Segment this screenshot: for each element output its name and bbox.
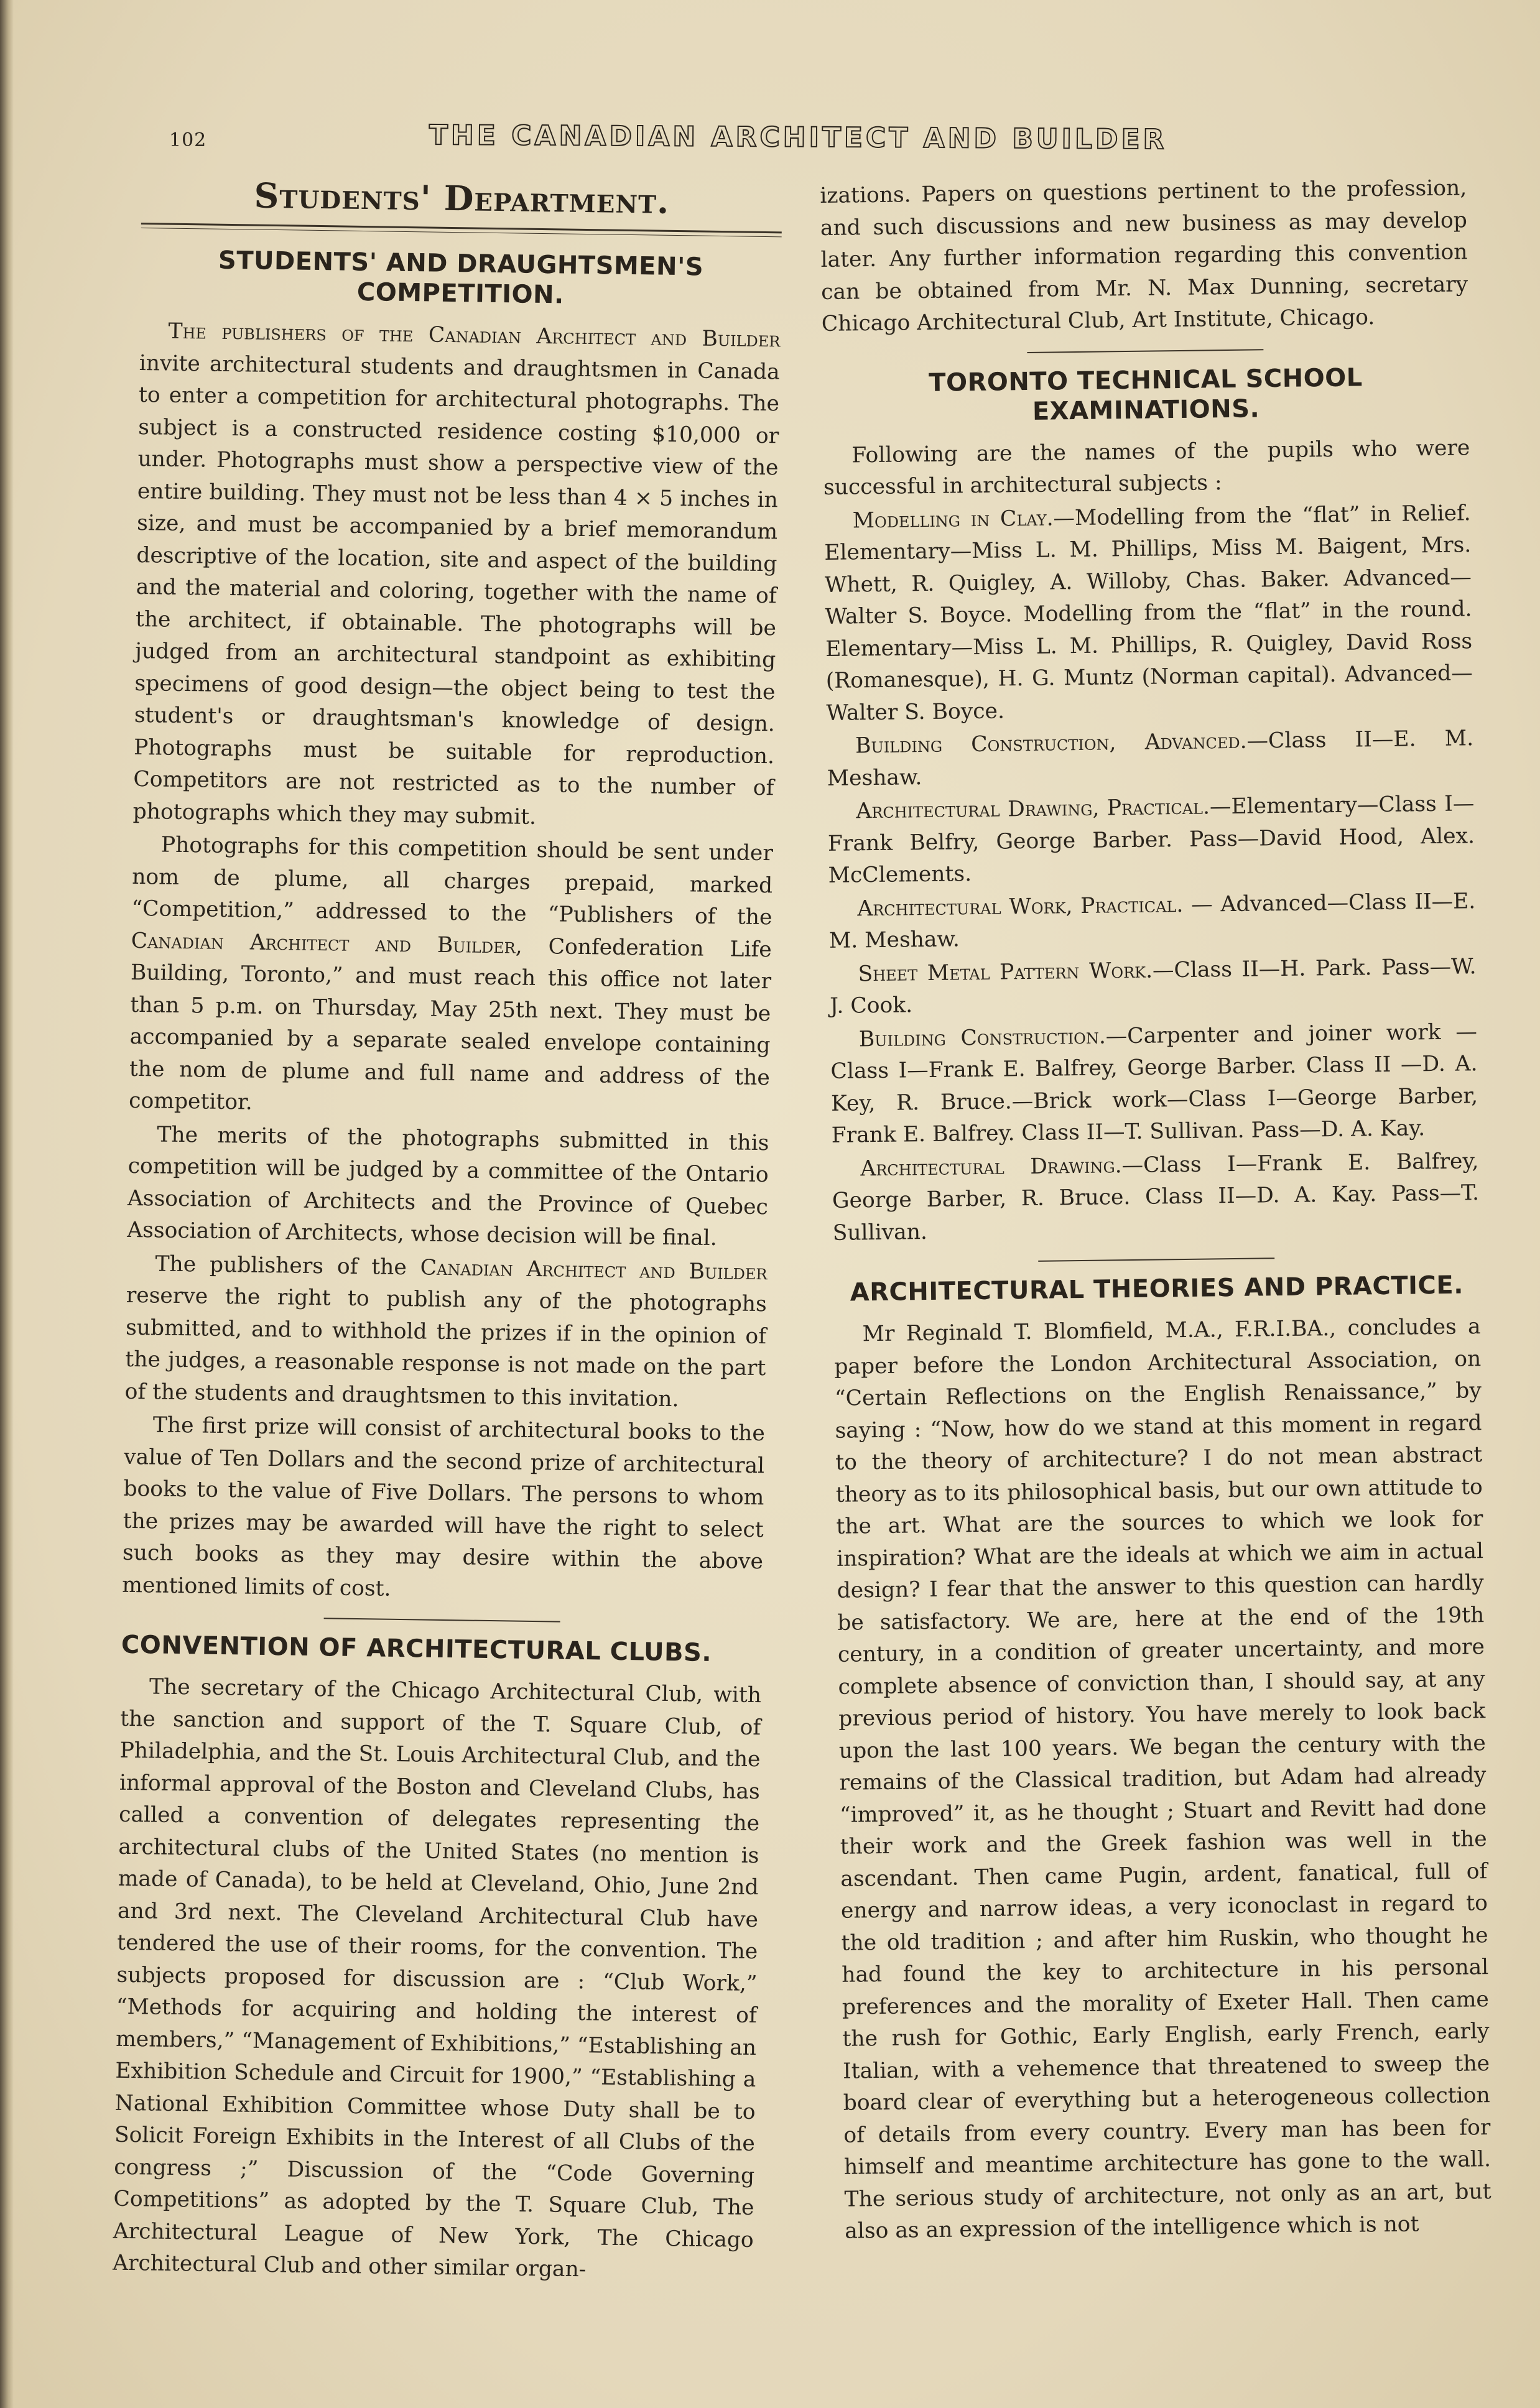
convention-headline: CONVENTION OF ARCHITECTURAL CLUBS. (121, 1630, 712, 1668)
section-divider (324, 1618, 560, 1622)
theories-paragraph: Mr Reginald T. Blomfield, M.A., F.R.I.BA., concludes a paper before the London Architectural Association, on “Certain Reflections on the English Renaissance,” by saying : “Now, how do we stand at this moment in regard to the theory of architecture? I do not mean abstract theory as to its philosophical basis, but our own attitude to the art. What are the sources to which we look for inspiration? What are the ideals at which we aim in actual design? I fear that the answer to this question can hardly be satisfactory. We are, here at the end of the 19th century, in a condition of greater uncertainty, and more complete absence of conviction than, I should say, at any previous period of history. You have merely to look back upon the last 100 years. We began the century with the remains of the Classical tradition, but Adam had already “improved” it, as he thought ; Stuart and Revitt had done their work and the Greek fashion was well in the ascendant. Then came Pugin, ardent, fanatical, full of energy and narrow ideas, a very iconoclast in regard to the old tradition ; and after him Ruskin, who thought he had found the key to architecture in his personal preferences and the morality of Exeter Hall. Then came the rush for Gothic, Early English, early French, early Italian, with a vehemence that threatened to sweep the board clear of everything but a heterogeneous collection of details from every country. Every man has been for himself and meantime architecture has gone to the wall. The serious study of architecture, not only as an art, but also as an expression of the intelligence which is not (834, 1314, 1491, 2244)
page-edge-shadow (0, 0, 14, 2408)
exam-entry: Architectural Work, Practical. — Advanced—Class II—E. M. Meshaw. (828, 888, 1476, 953)
department-title: Students' Department. (254, 175, 670, 221)
left-column (113, 174, 782, 2290)
page-number: 102 (169, 129, 207, 151)
convention-paragraph: The secretary of the Chicago Architectural Club, with the sanction and support of the T. Square Club, of Philadelphia, and the St. Louis Architectural Club, and the informal approval of the Boston and Cleveland Clubs, has called a convention of delegates representing the architectural clubs of the United States (no mention is made of Canada), to be held at Cleveland, Ohio, June 2nd and 3rd next. The Cleveland Architectural Club have tendered the use of their rooms, for the convention. The subjects proposed for discussion are : “Club Work,” “Methods for acquiring and holding the interest of members,” “Management of Exhibitions,” “Establishing an Exhibition Schedule and Circuit for 1900,” “Establishing a National Exhibition Committee whose Duty shall be to Solicit Foreign Exhibits in the Interest of all Clubs of the congress ;” Discussion of the “Code Governing Competitions” as adopted by the T. Square Club, The Architectural League of New York, The Chicago Architectural Club and other similar organ- (112, 1674, 762, 2282)
running-header (0, 113, 1540, 163)
toronto-intro: Following are the names of the pupils who were successful in architectural subjects : (823, 435, 1470, 500)
convention-continued-paragraph: izations. Papers on questions pertinent to the profession, and such discussions and new business as may develop later. Any further information regarding this convention can be obtained from Mr. N. Max Dunning, secretary Chicago Architectural Club, Art Institute, Chicago. (820, 175, 1468, 336)
section-divider (1038, 1257, 1274, 1262)
right-column (820, 172, 1492, 2249)
journal-title: THE CANADIAN ARCHITECT AND BUILDER (429, 119, 1167, 156)
competition-paragraph: The first prize will consist of architectural books to the value of Ten Dollars and the second prize of architectural books to the value of Five Dollars. The persons to whom the prizes may be awarded will have the right to select such books as they may desire within the above mentioned limits of cost. (122, 1412, 766, 1601)
exam-entry: Architectural Drawing.—Class I—Frank E. Balfrey, George Barber, R. Bruce. Class II—D. A. Kay. Pass—T. Sullivan. (832, 1148, 1480, 1246)
theories-headline: ARCHITECTURAL THEORIES AND PRACTICE. (850, 1271, 1464, 1307)
section-divider (1027, 349, 1263, 353)
double-rule (141, 223, 782, 237)
competition-paragraph: The merits of the photographs submitted in this competition will be judged by a committee of the Ontario Association of Architects and the Province of Quebec Association of Architects, whose decision will be final. (127, 1121, 769, 1251)
exam-entry: Building Construction, Advanced.—Class II—E. M. Meshaw. (827, 726, 1474, 791)
exam-entry: Building Construction.—Carpenter and joiner work —Class I—Frank E. Balfrey, George Barber. Class II —D. A. Key, R. Bruce.—Brick work—Class I—George Barber, Frank E. Balfrey. Class II—T. Sullivan. Pass—D. A. Kay. (830, 1019, 1478, 1148)
competition-paragraph: The publishers of the Canadian Architect and Builder invite architectural students and draughtsmen in Canada to enter a competition for architectural photographs. The subject is a constructed residence costing $10,000 or under. Photographs must show a perspective view of the entire building. They must not be less than 4 × 5 inches in size, and must be accompanied by a brief memorandum descriptive of the location, site and aspect of the building and the material and coloring, together with the name of the architect, if obtainable. The photographs will be judged from an architectural standpoint as exhibiting specimens of good design—the object being to test the student's or draughtsman's knowledge of design. Photographs must be suitable for reproduction. Competitors are not restricted as to the number of photographs which they may submit. (132, 318, 781, 830)
toronto-headline: TORONTO TECHNICAL SCHOOL EXAMINATIONS. (928, 363, 1363, 426)
exam-entry: Architectural Drawing, Practical.—Elementary—Class I—Frank Belfry, George Barber. Pass—David Hood, Alex. McClements. (827, 791, 1475, 888)
competition-paragraph: The publishers of the Canadian Architect and Builder reserve the right to publish any of the photographs submitted, and to withhold the prizes if in the opinion of the judges, a reasonable response is not made on the part of the students and draughtsmen to this invitation. (124, 1251, 768, 1412)
competition-paragraph: Photographs for this competition should be sent under nom de plume, all charges prepaid, marked “Competition,” addressed to the “Publishers of the Canadian Architect and Builder, Confederation Life Building, Toronto,” and must reach this office not later than 5 p.m. on Thursday, May 25th next. They must be accompanied by a separate sealed envelope containing the nom de plume and full name and address of the competitor. (128, 832, 774, 1115)
competition-headline: STUDENTS' AND DRAUGHTSMEN'S COMPETITION. (218, 246, 704, 310)
exam-entry: Modelling in Clay.—Modelling from the “flat” in Relief. Elementary—Miss L. M. Phillips, Miss M. Baigent, Mrs. Whett, R. Quigley, A. Willoby, Chas. Baker. Advanced—Walter S. Boyce. Modelling from the “flat” in the round. Elementary—Miss L. M. Phillips, R. Quigley, David Ross (Romanesque), H. G. Muntz (Norman capital). Advanced—Walter S. Boyce. (824, 500, 1473, 726)
exam-entry: Sheet Metal Pattern Work.—Class II—H. Park. Pass—W. J. Cook. (829, 953, 1477, 1019)
